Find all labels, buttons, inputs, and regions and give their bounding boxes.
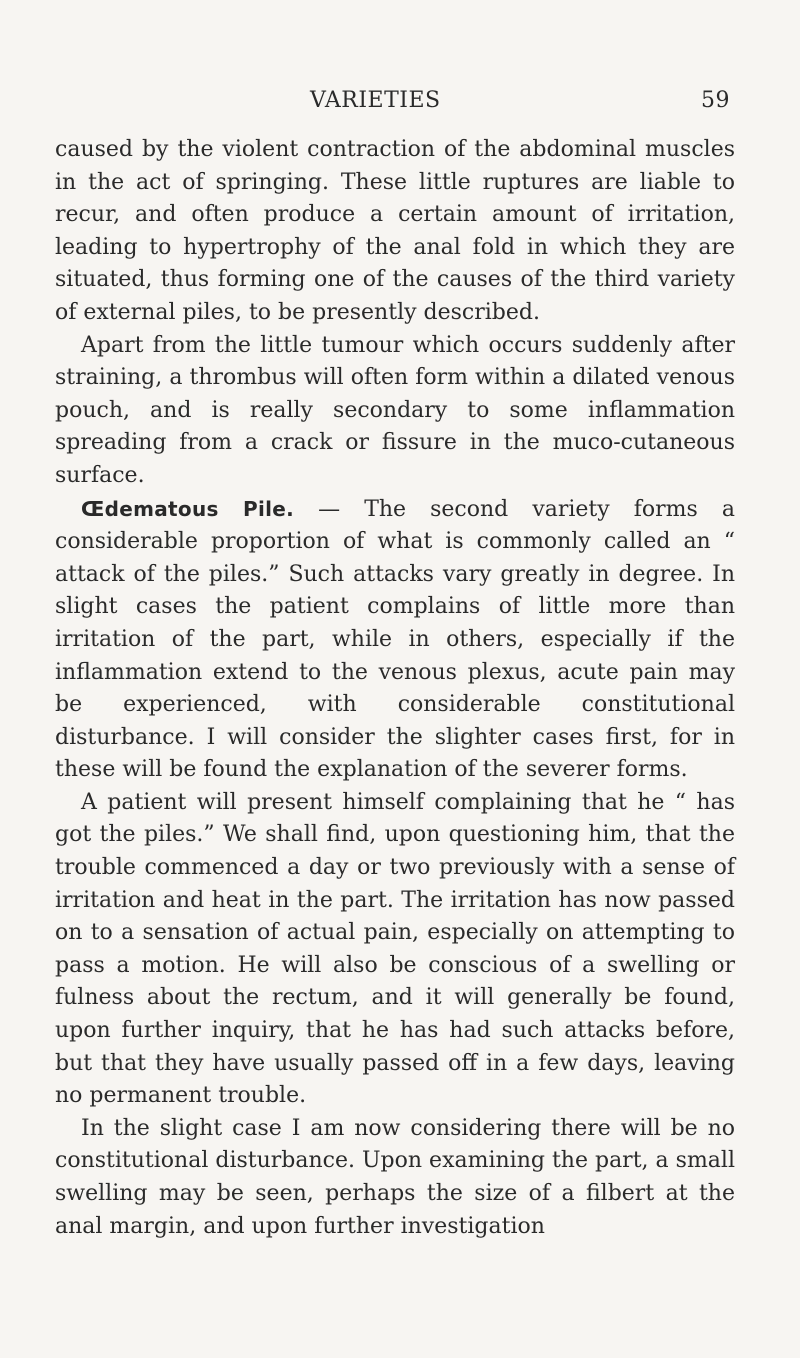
section-heading-oedematous-pile: Œdematous Pile.	[81, 496, 295, 521]
paragraph-2: Apart from the little tumour which occurs suddenly after straining, a thrombus will often form within a dilated venous pouch, and is really secondary to some inflammation spreading from a crack or fissure in the muco-cutaneous surface.	[55, 332, 735, 488]
running-title: VARIETIES	[310, 88, 441, 113]
paragraph-1: caused by the violent contraction of the abdominal muscles in the act of springing. These little ruptures are liable to recur, and often produce a certain amount of irritation, leading to hypertrophy of the anal fold in which they are situated, thus forming one of the causes of the third variety of external piles, to be presently described.	[55, 137, 735, 325]
paragraph-4: A patient will present himself complaining that he “ has got the piles.” We shall find, upon questioning him, that the trouble commenced a day or two previously with a sense of irritation and heat in the part. The irritation has now passed on to a sensation of actual pain, especially on attempting to pass a motion. He will also be conscious of a swelling or fulness about the rectum, and it will generally be found, upon further inquiry, that he has had such attacks before, but that they have usually passed off in a few days, leaving no permanent trouble.	[55, 789, 735, 1109]
body-text	[55, 134, 735, 1243]
paragraph-3-text: — The second variety forms a considerable proportion of what is commonly called an “ attack of the piles.” Such attacks vary greatly in degree. In slight cases the patient complains of little more than irritation of the part, while in others, especially if the inflammation extend to the venous plexus, acute pain may be experienced, with considerable constitutional disturbance. I will consider the slighter cases first, for in these will be found the explanation of the severer forms.	[55, 496, 736, 783]
page-number: 59	[701, 88, 730, 113]
paragraph-3	[55, 493, 735, 787]
paragraph-5: In the slight case I am now considering there will be no constitutional disturbance. Upon examining the part, a small swelling may be seen, perhaps the size of a filbert at the anal margin, and upon further investigation	[55, 1115, 735, 1239]
running-head	[70, 88, 730, 118]
